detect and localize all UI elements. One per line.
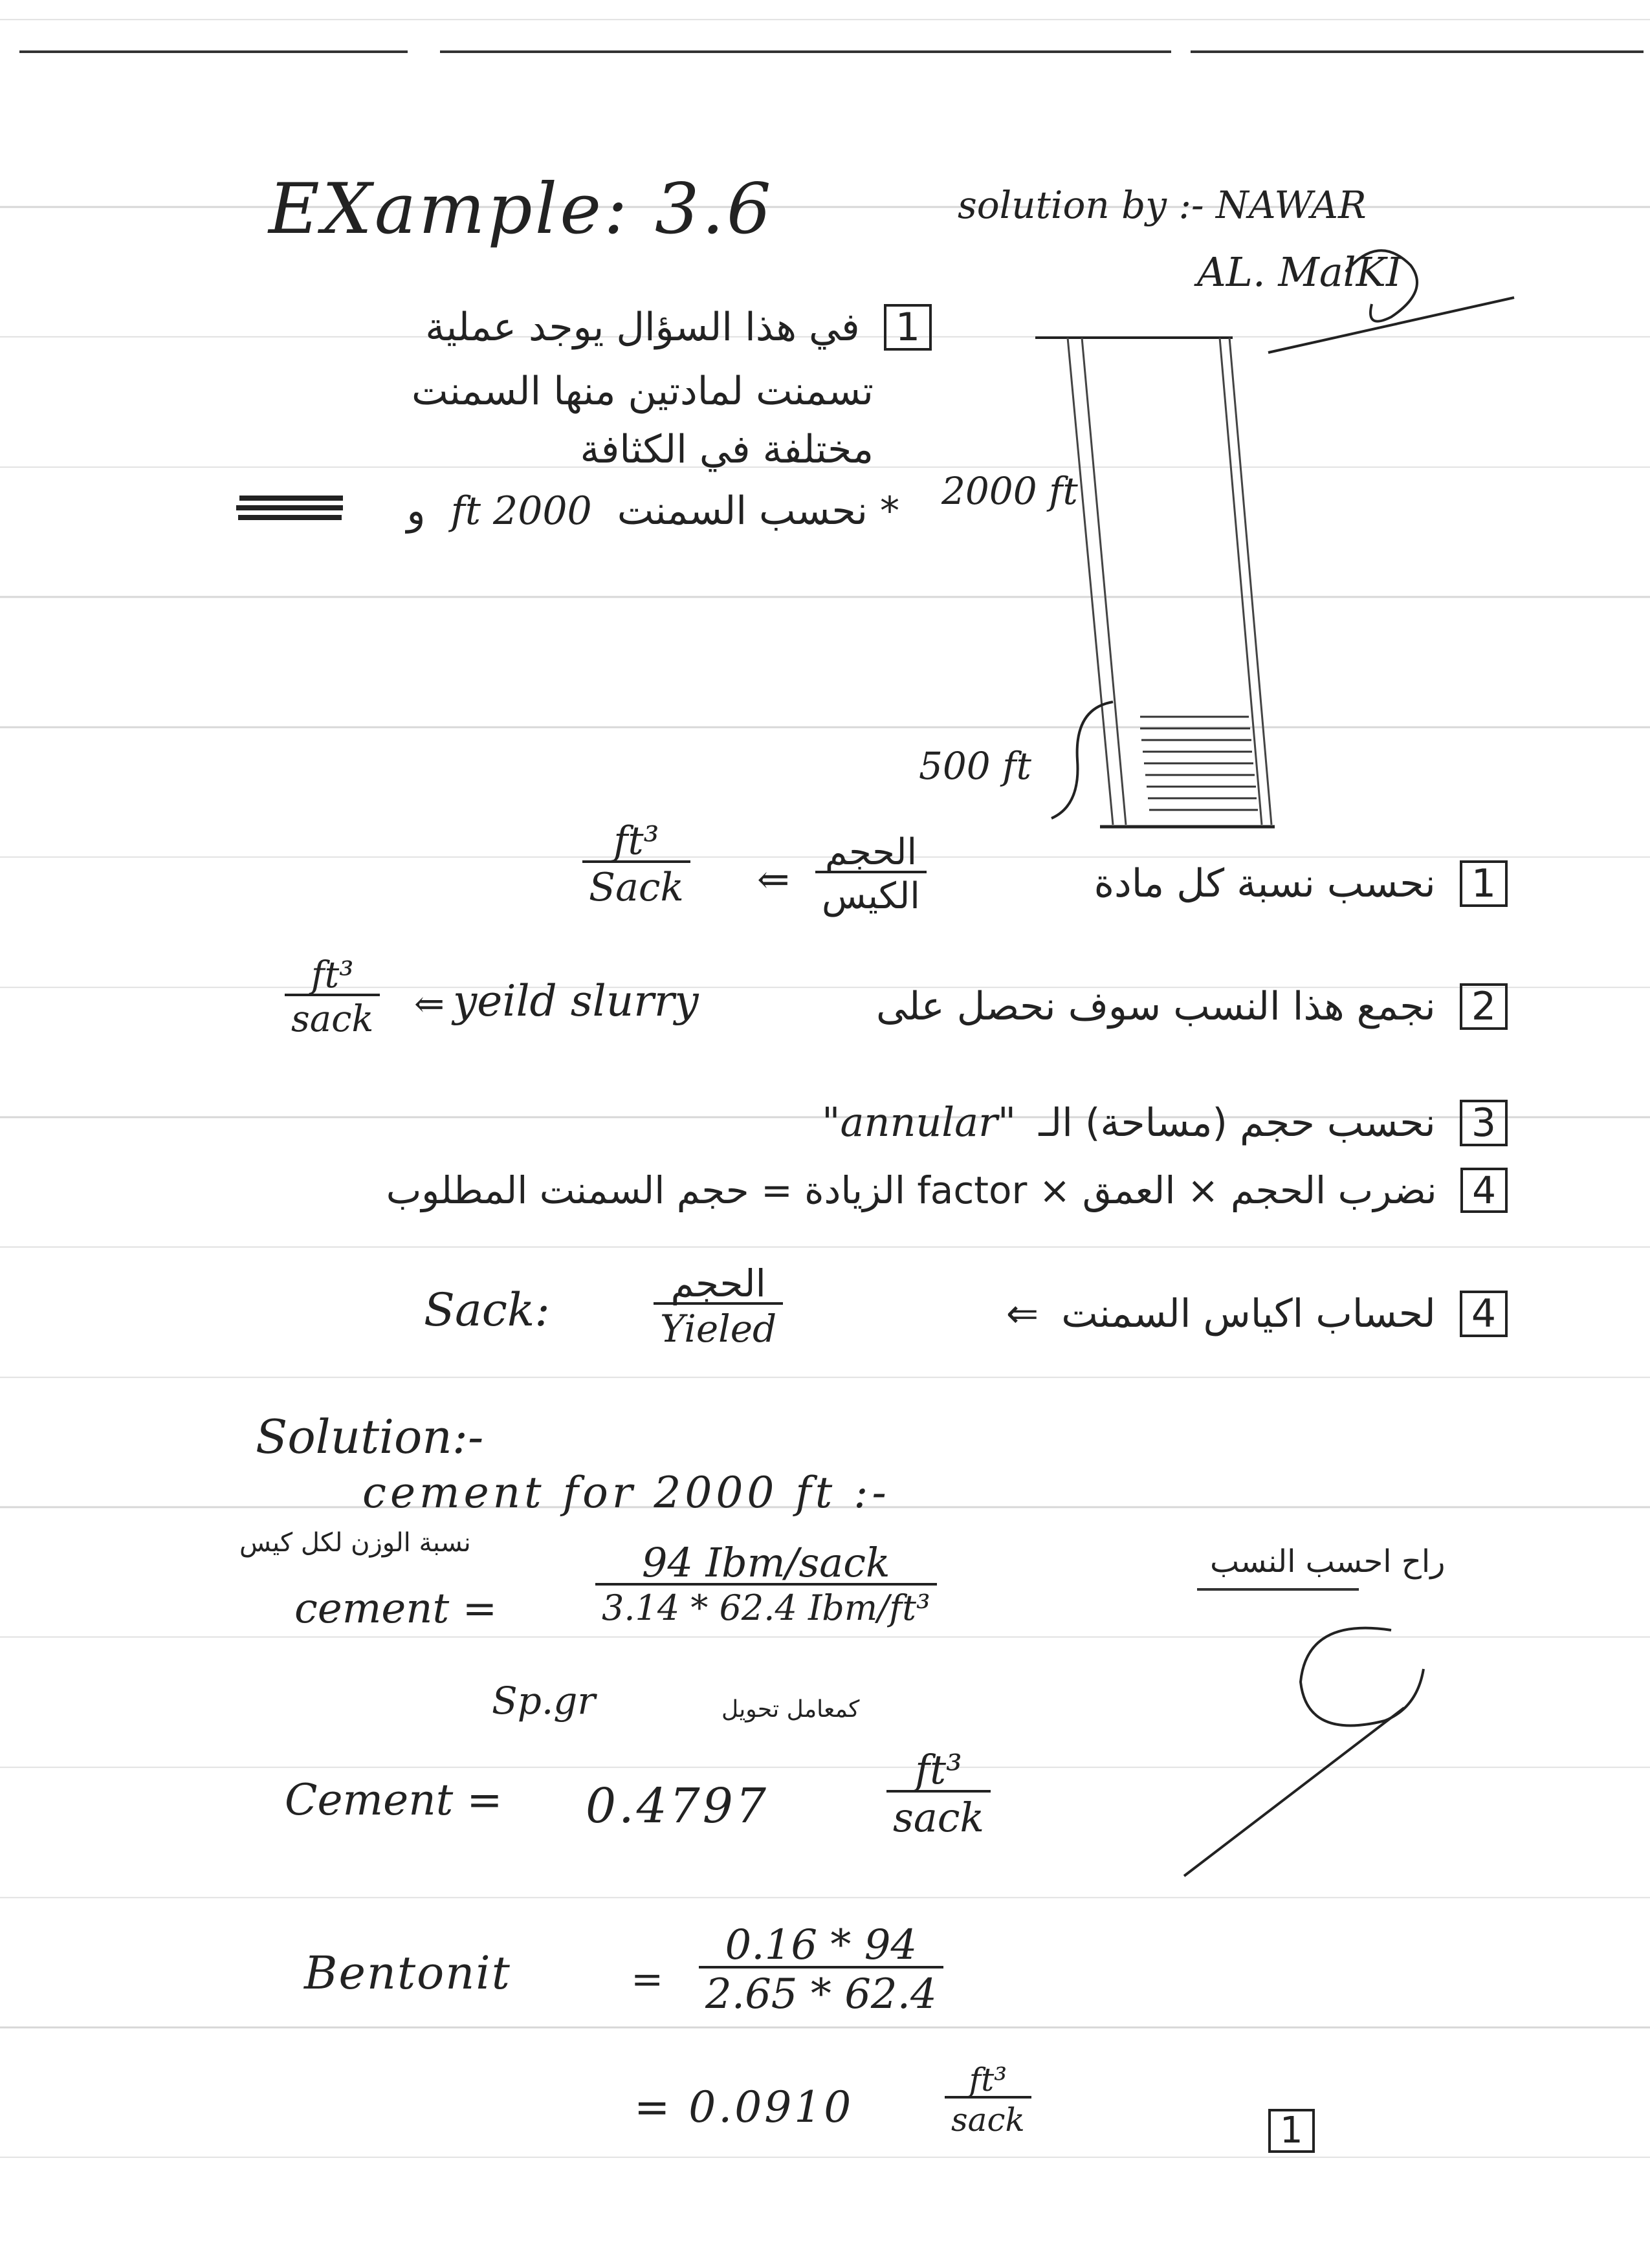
cement-result-label: Cement = — [285, 1775, 503, 1825]
page-number-box: 1 — [1268, 2109, 1315, 2153]
bentonite-result-unit — [945, 2061, 1031, 2139]
intro-line-2: تسمنت لمادتين منها السمنت — [412, 369, 874, 414]
example-title: EXample: 3.6 — [269, 169, 774, 250]
step4-number: 4 — [1460, 1168, 1508, 1213]
step1-text: نحسب نسبة كل مادة — [1094, 861, 1436, 906]
step2-unit-den: sack — [285, 994, 380, 1038]
step1-unit-den: Sack — [582, 860, 690, 907]
bentonite-denominator: 2.65 * 62.4 — [699, 1966, 943, 2015]
diagram-depth-bottom: 500 ft — [919, 744, 1031, 788]
step3-number: 3 — [1460, 1100, 1508, 1146]
step2-arrow: ⇐ — [414, 983, 445, 1025]
diagram-depth-top: 2000 ft — [941, 469, 1078, 513]
bentonite-result: = 0.0910 — [634, 2082, 854, 2132]
bentonite-unit-num: ft³ — [969, 2061, 1007, 2099]
note-weight-per-sack: نسبة الوزن لكل كيس — [239, 1528, 471, 1558]
intro-prefix: و — [406, 488, 426, 534]
cement-numerator: 94 Ibm/sack — [642, 1539, 890, 1586]
cement-unit-num: ft³ — [915, 1746, 962, 1793]
intro-depth: 2000 ft — [450, 488, 592, 534]
step2-text: نجمع هذا النسب سوف نحصل على — [875, 984, 1436, 1029]
step5-frac-den: Yieled — [654, 1302, 783, 1347]
step1-arrow: ⇐ — [757, 857, 790, 902]
solution-subheading: cement for 2000 ft :- — [362, 1468, 890, 1518]
step2-yield: yeild slurry — [453, 976, 699, 1026]
cement-label: cement = — [294, 1585, 498, 1633]
intro-line-3: مختلفة في الكثافة — [580, 427, 874, 472]
cement-result-value: 0.4797 — [586, 1778, 769, 1834]
spgr-label: Sp.gr — [492, 1679, 596, 1723]
step1-frac-den: الكيس — [815, 871, 927, 915]
conversion-factor-note: كمعامل تحويل — [721, 1696, 860, 1723]
step3-annular: "annular" — [822, 1098, 1017, 1146]
page-number — [1268, 2109, 1315, 2153]
step2-unit-num: ft³ — [311, 954, 354, 996]
step5-sack-label: Sack: — [424, 1283, 550, 1336]
step2-number: 2 — [1460, 983, 1508, 1030]
step1-unit-num: ft³ — [613, 818, 659, 864]
bentonite-label: Bentonit — [304, 1946, 511, 2000]
solution-heading: Solution:- — [256, 1410, 484, 1464]
bentonite-fraction — [699, 1921, 943, 2018]
step4-text: نضرب الحجم × العمق × factor الزيادة = حجم السمنت المطلوب — [386, 1168, 1437, 1212]
bentonite-equals: = — [631, 1957, 664, 2002]
solution-by: solution by :- NAWAR — [958, 183, 1367, 227]
step5-number: 4 — [1460, 1291, 1508, 1337]
author-name: AL. MalKI — [1197, 248, 1402, 296]
note-calc-ratios: راح احسب النسب — [1210, 1543, 1446, 1580]
step5-text: لحساب اكياس السمنت — [1061, 1291, 1436, 1336]
step-number-badge: 1 — [884, 304, 932, 351]
step5-frac-num: الحجم — [670, 1261, 766, 1305]
bentonite-numerator: 0.16 * 94 — [725, 1921, 918, 1969]
step3-text: نحسب حجم (مساحة) الـ — [1039, 1100, 1436, 1146]
step5-arrow: ⇐ — [1006, 1291, 1039, 1336]
step1-frac-num: الحجم — [824, 831, 918, 873]
bentonite-unit-den: sack — [945, 2096, 1031, 2136]
cement-denominator: 3.14 * 62.4 Ibm/ft³ — [595, 1583, 937, 1626]
step1-number: 1 — [1460, 860, 1508, 907]
intro-text-1: في هذا السؤال يوجد عملية — [425, 305, 860, 350]
intro-ar-calc: * نحسب السمنت — [617, 488, 899, 534]
cement-unit-den: sack — [886, 1790, 991, 1838]
